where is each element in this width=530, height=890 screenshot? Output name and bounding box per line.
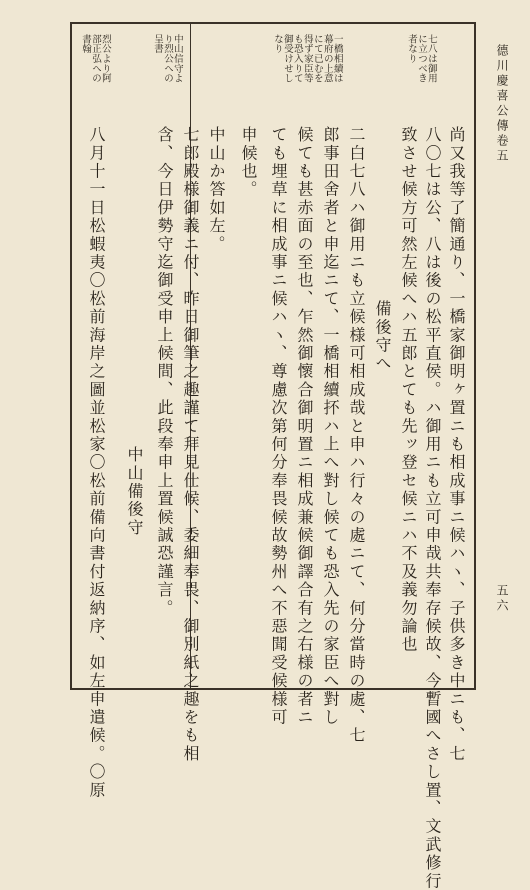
text-column-9: 申候也。	[239, 126, 258, 199]
text-column-7: 候ても甚赤面の至也、乍然御懷合御明置ニ相成兼候御譯合有之右様の者ニ	[295, 126, 314, 727]
page-number: 五六	[495, 584, 509, 614]
running-head: 德川慶喜公傳卷五	[495, 44, 509, 164]
header-note-1: 七八は御用に立つべき者なり	[405, 34, 437, 83]
text-column-14: 八月十一日松蝦夷〇松前海岸之圖並松家〇松前備向書付返納序、如左申遣候。〇原	[87, 126, 106, 800]
text-column-1: 尚又我等了簡通り、一橋家御明ヶ置ニも相成事ニ候ハヽ、子供多き中ニも、七	[447, 126, 466, 763]
text-column-3: 致させ候方可然左候へハ五郎とても先ッ登セ候ニハ不及義勿論也	[399, 126, 418, 654]
text-column-2: 八〇七は公、八は後の松平直侯。ハ御用ニも立可申哉共奉存候故、今暫國へさし置、文武修行	[423, 126, 442, 890]
header-note-3: 中山信守より烈公への呈書	[151, 34, 183, 83]
text-column-10: 中山か答如左。	[207, 126, 226, 254]
text-column-6: 郎事田舍者と申迄ニて、一橋相續抔ハ上へ對し候ても恐入先の家臣へ對し	[321, 126, 340, 727]
text-column-8: ても埋草に相成事ニ候ハヽ、尊慮次第何分奉畏候故勢州へ不惡聞受候様可	[269, 126, 288, 727]
text-column-12: 含、今日伊勢守迄御受申上候間、此段奉申上置候誠恐謹言。	[155, 126, 174, 618]
text-column-4: 備後守へ	[373, 300, 392, 373]
text-column-11: 七郎殿様御義ニ付、昨日御筆之趣謹て拜見仕候、委細奉畏、御別紙之趣をも相	[181, 126, 200, 763]
text-column-5: 二白七八ハ御用ニも立候様可相成哉と申ハ行々の處ニて、何分當時の處、七	[347, 126, 366, 745]
text-column-13: 中山備後守	[125, 446, 144, 537]
header-note-2: 一橋相續は幕府の上意にて已むを得ず家臣等も恐入りて御受けせしなり	[271, 34, 343, 83]
header-note-4: 烈公より阿部正弘への書翰	[79, 34, 111, 83]
